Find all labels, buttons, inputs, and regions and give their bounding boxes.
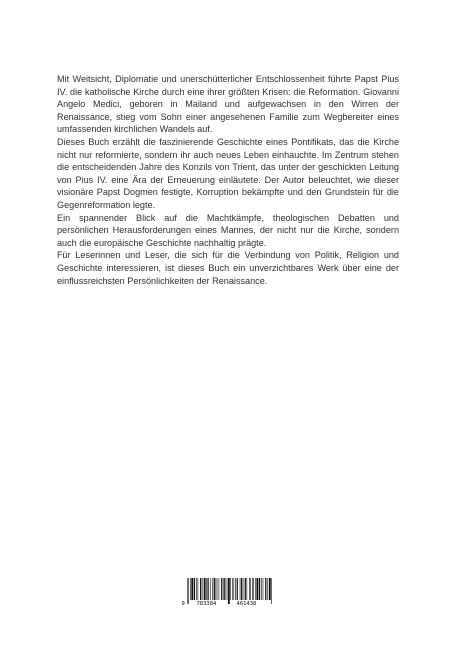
barcode-bar [210, 578, 211, 600]
barcode-bar [212, 578, 213, 600]
barcode-bar [255, 578, 256, 600]
barcode-bar [230, 578, 231, 600]
barcode-bar [223, 578, 224, 600]
barcode-bar [235, 578, 236, 600]
barcode-digits-left: 783384 [196, 601, 217, 607]
barcode-bar [234, 578, 235, 600]
barcode-digits-right: 461438 [236, 601, 257, 607]
barcode-bar [227, 578, 228, 600]
barcode-digits [181, 600, 275, 608]
barcode-bar [250, 578, 251, 600]
barcode-digit-first: 9 [181, 601, 185, 607]
barcode-bar [259, 578, 260, 600]
paragraph-4: Für Leserinnen und Leser, die sich für die Verbindung von Politik, Religion und Geschichte interessieren, ist dieses Buch ein unverzichtbares Werk über eine der einflussreichsten Persönlichkeiten der Renaissance. [57, 250, 399, 286]
barcode-bar [202, 578, 203, 600]
barcode-bar [232, 578, 233, 600]
barcode-bar [219, 578, 220, 600]
barcode-bar [243, 578, 244, 600]
barcode-bar [190, 578, 191, 600]
barcode-bar [204, 578, 206, 600]
barcode-bar [196, 578, 197, 600]
blurb-text [57, 73, 399, 287]
paragraph-2: Dieses Buch erzählt die faszinierende Geschichte eines Pontifikats, das die Kirche nicht nur reformierte, sondern ihr auch neues Leben einhauchte. Im Zentrum stehen die entscheidenden Jahre des Konzils von Trient, das unter der geschickten Leitung von Pius IV. eine Ära der Erneuerung einläutete. Der Autor beleuchtet, wie dieser visionäre Papst Dogmen festigte, Korruption bekämpfte und den Grundstein für die Gegenreformation legte. [57, 136, 399, 210]
barcode-bar [256, 578, 258, 600]
barcode-bar [240, 578, 241, 600]
barcode-bar [249, 578, 250, 600]
barcode-bar [217, 578, 218, 600]
barcode-bar [194, 578, 195, 600]
barcode-bar [261, 578, 262, 600]
barcode-bar [241, 578, 242, 600]
barcode-bar [191, 578, 193, 600]
barcode-bar [237, 578, 238, 600]
barcode-bar [247, 578, 248, 600]
barcode-bar [265, 578, 266, 600]
paragraph-1: Mit Weitsicht, Diplomatie und unerschütterlicher Entschlossenheit führte Papst Pius IV. die katholische Kirche durch eine ihrer größten Krisen: die Reformation. Giovanni Angelo Medici, geboren in Mailand und aufgewachsen in den Wirren der Renaissance, stieg vom Sohn einer angesehenen Familie zum Wegbereiter eines umfassenden kirchlichen Wandels auf. [57, 74, 399, 135]
isbn-barcode [181, 577, 275, 607]
barcode-bar [207, 578, 208, 600]
barcode-bar [198, 578, 199, 600]
barcode-bar [206, 578, 207, 600]
barcode-bar [214, 578, 215, 600]
barcode-bar [269, 578, 271, 600]
barcode-bar [253, 578, 254, 600]
barcode-bar [200, 578, 201, 600]
barcode-bar [245, 578, 246, 600]
barcode-bar [267, 578, 268, 600]
barcode-bar [221, 578, 222, 600]
barcode-bar [263, 578, 264, 600]
barcode-bar [224, 578, 225, 600]
barcode-bar [252, 578, 253, 600]
paragraph-3: Ein spannender Blick auf die Machtkämpfe, theologischen Debatten und persönlichen Herausforderungen eines Mannes, der nicht nur die Kirche, sondern auch die europäische Geschichte nachhaltig prägte. [57, 212, 399, 248]
barcode-bar [216, 578, 217, 600]
